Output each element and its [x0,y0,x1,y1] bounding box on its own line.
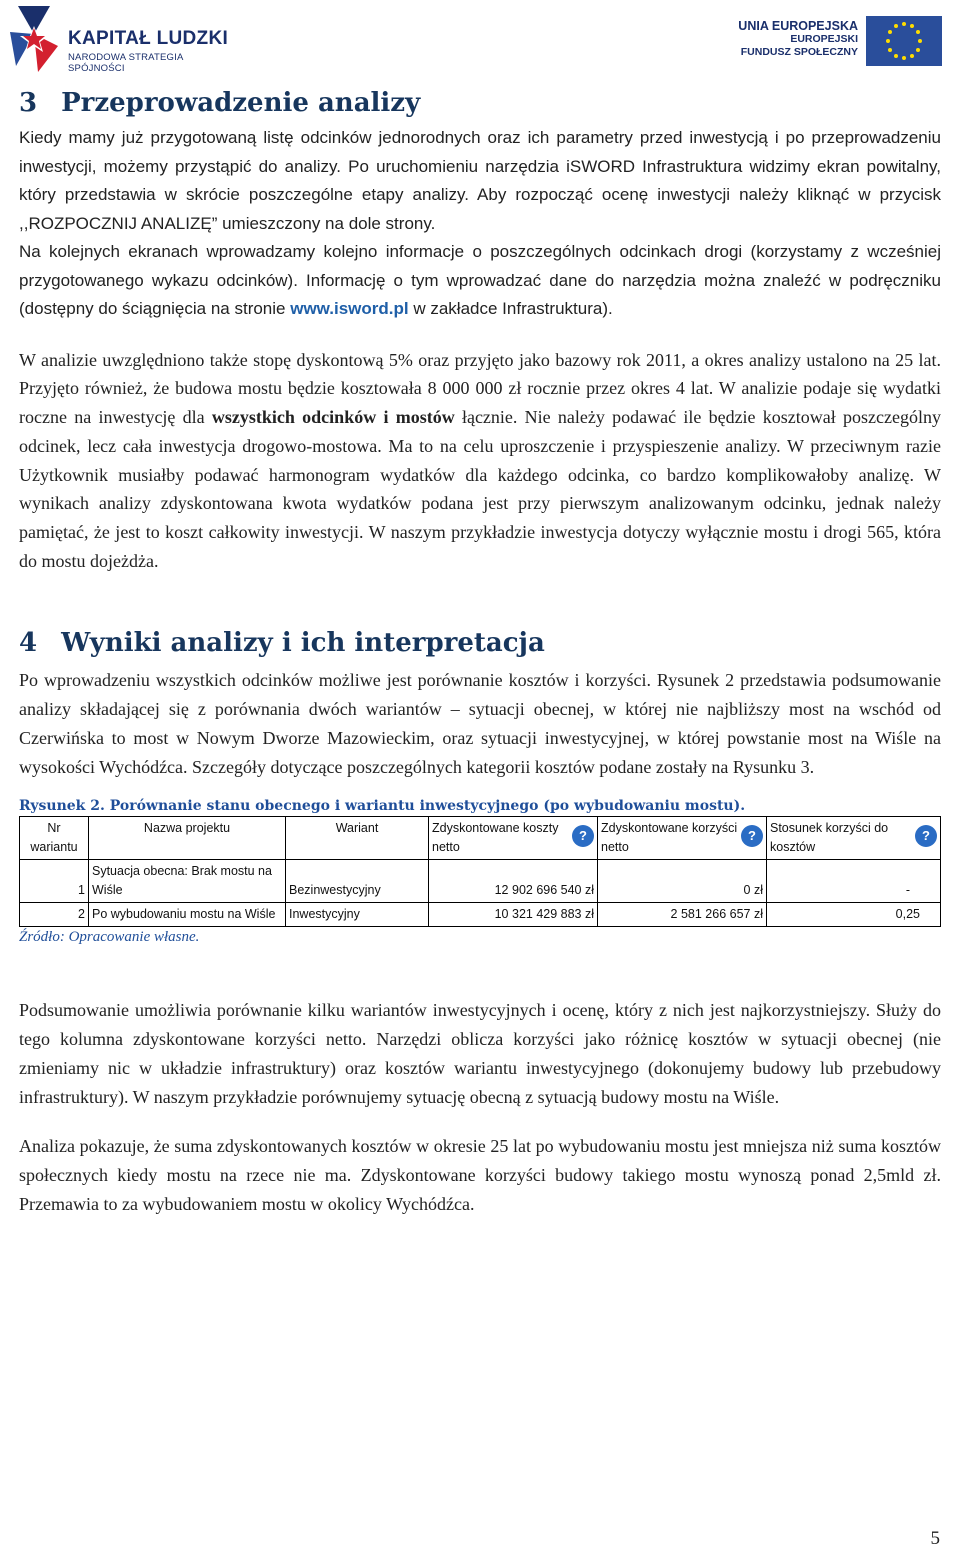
section-3-heading [19,88,941,118]
col-header-ratio-label: Stosunek korzyści do kosztów [770,820,889,854]
cell-name: Sytuacja obecna: Brak mostu na Wiśle [89,859,286,902]
table-row [20,902,941,926]
cell-benefits: 2 581 266 657 zł [598,902,767,926]
col-header-costs [429,816,598,859]
kapital-ludzki-subtitle: NARODOWA STRATEGIA SPÓJNOŚCI [68,52,183,74]
isword-link[interactable]: www.isword.pl [290,299,409,318]
cell-costs: 12 902 696 540 zł [429,859,598,902]
paragraph-1b-text: Na kolejnych ekranach wprowadzamy kolejno informacje o poszczególnych odcinkach drogi (korzystamy z wcześniej przygotowanego wykazu odcinków). Informację o tym wprowadzać dane do narzędzia można znaleźć w podręczniku (dostępny do ściągnięcia na stronie [19,242,941,318]
cell-ratio: - [767,859,941,902]
section-3-paragraph-1b [19,238,941,324]
table-row [20,859,941,902]
page-number: 5 [930,1528,940,1549]
cell-costs: 10 321 429 883 zł [429,902,598,926]
cell-variant: Inwestycyjny [286,902,429,926]
section-3-number: 3 [19,88,38,118]
paragraph-2-end: łącznie. Nie należy podawać ile będzie kosztował poszczególny odcinek, lecz cała inwestycja drogowo-mostowa. Ma to na celu uproszczenie i przyspieszenie analizy. W przeciwnym razie Użytkownik musiałby podawać harmonogram wydatków dla każdego odcinka, co bardzo komplikowałoby analizę. W wynikach analizy zdyskontowana kwota wydatków podana jest przy pierwszym analizowanym odcinku, jednak należy pamiętać, że jest to koszt całkowity inwestycji. W naszym przykładzie inwestycja dotyczy wyłącznie mostu i drogi 565, która do mostu dojeżdża. [19,407,941,572]
col-header-variant: Wariant [286,816,429,859]
page-header [0,0,960,80]
comparison-table [19,816,941,927]
col-header-name: Nazwa projektu [89,816,286,859]
eu-logo-line3: FUNDUSZ SPOŁECZNY [740,46,858,58]
figure-caption: Rysunek 2. Porównanie stanu obecnego i wariantu inwestycyjnego (po wybudowaniu mostu). [19,797,746,814]
kapital-ludzki-emblem-icon [10,6,60,72]
help-button-benefits[interactable]: ? [741,825,763,847]
col-header-nr: Nr wariantu [20,816,89,859]
section-4-paragraph-3: Analiza pokazuje, że suma zdyskontowanych kosztów w okresie 25 lat po wybudowaniu mostu jest mniejsza niż suma kosztów społecznych kiedy mostu na rzece nie ma. Zdyskontowane korzyści budowy takiego mostu wynoszą ponad 2,5mld zł. Przemawia to za wybudowaniem mostu w okolicy Wychódźca. [19,1135,941,1214]
col-header-ratio [767,816,941,859]
section-4-paragraph-2: Podsumowanie umożliwia porównanie kilku wariantów inwestycyjnych i ocenę, który z nich jest najkorzystniejszy. Służy do tego kolumna zdyskontowane korzyści netto. Narzędzi oblicza korzyści jako różnicę kosztów w sytuacji obecnej (nie zmieniamy nic w układzie infrastruktury) oraz kosztów wariantu inwestycyjnego (dokonujemy budowy lub przebudowy infrastruktury). W naszym przykładzie porównujemy sytuację obecną z sytuacją budowy mostu na Wiśle. [19,999,941,1107]
eu-logo-line1: UNIA EUROPEJSKA [738,19,858,33]
col-header-benefits-label: Zdyskontowane korzyści netto [601,820,738,854]
cell-ratio: 0,25 [767,902,941,926]
kapital-ludzki-logo [10,6,240,72]
cell-nr: 1 [20,859,89,902]
eu-logo-text [738,20,858,59]
section-4-paragraph-1: Po wprowadzeniu wszystkich odcinków możliwe jest porównanie kosztów i korzyści. Rysunek 2 przedstawia podsumowanie analizy składającej się z porównania dwóch wariantów – sytuacji obecnej, w której nie najbliższy most na wschód od Czerwińska to most w Nowym Dworze Mazowieckim, oraz sytuacji inwestycyjnej, w której powstanie most na Wiśle na wysokości Wychódźca. Szczegóły dotyczące poszczególnych kategorii kosztów podane zostały na Rysunku 3. [19,669,941,777]
section-3-paragraph-2 [19,346,941,576]
cell-name: Po wybudowaniu mostu na Wiśle [89,902,286,926]
kapital-ludzki-title: KAPITAŁ LUDZKI [68,28,229,49]
page-content [19,88,941,1219]
figure-source: Źródło: Opracowanie własne. [19,928,200,945]
cell-nr: 2 [20,902,89,926]
section-4-title: Wyniki analizy i ich interpretacja [61,627,545,658]
section-4-heading [19,628,941,658]
paragraph-1b-end: w zakładce Infrastruktura). [408,299,613,318]
section-3-paragraph-1: Kiedy mamy już przygotowaną listę odcinków jednorodnych oraz ich parametry przed inwestycją i po przeprowadzeniu inwestycji, możemy przystąpić do analizy. Po uruchomieniu narzędzia iSWORD Infrastruktura widzimy ekran powitalny, który przedstawia w skrócie poszczególne etapy analizy. Aby rozpocząć ocenę inwestycji należy kliknąć w przycisk ,,ROZPOCZNIJ ANALIZĘ” umieszczony na dole strony. [19,128,941,233]
eu-logo-line2: EUROPEJSKI [790,33,858,45]
help-button-ratio[interactable]: ? [915,825,937,847]
col-header-costs-label: Zdyskontowane koszty netto [432,820,559,854]
eu-flag-icon [866,16,942,66]
section-4-number: 4 [19,627,38,658]
col-header-benefits [598,816,767,859]
paragraph-2-bold: wszystkich odcinków i mostów [211,407,455,428]
paragraph-2-text: W analizie uwzględniono także stopę dyskontową 5% oraz przyjęto jako bazowy rok 2011, a okres analizy ustalono na 25 lat. Przyjęto również, że budowa mostu będzie kosztowała 8 000 000 zł rocznie przez okres 4 lat. W analizie podaje się wydatki roczne na inwestycję dla [19,349,941,428]
section-3-title: Przeprowadzenie analizy [61,88,421,118]
help-button-costs[interactable]: ? [572,825,594,847]
eu-logo [682,16,942,66]
cell-variant: Bezinwestycyjny [286,859,429,902]
cell-benefits: 0 zł [598,859,767,902]
table-header-row [20,816,941,859]
